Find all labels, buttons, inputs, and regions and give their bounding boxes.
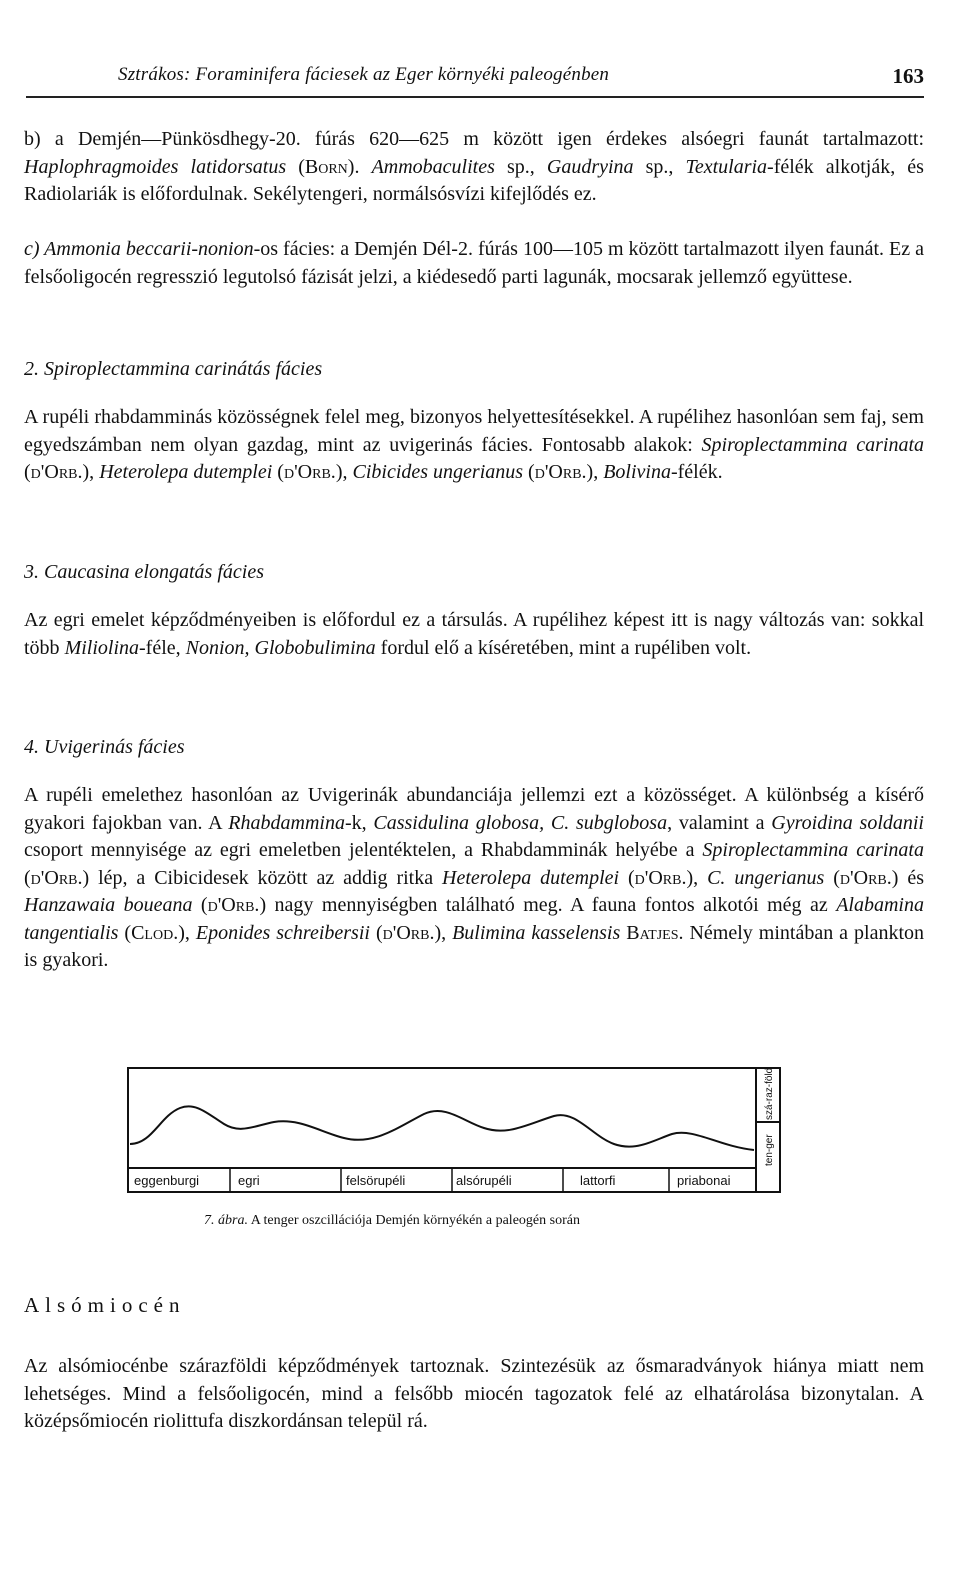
section-4-text: A rupéli emelethez hasonlóan az Uvigerinák abundanciája jellemzi ezt a közösséget. A különbség a kísérő gyakori fajokban van. A Rhabdammina-k, Cassidulina globosa, C. subglobosa, valamint a Gyroidina soldanii csoport mennyisége az egri emeletben jelentéktelen, a Rhabdamminák helyébe a Spiroplectammina carinata (d'Orb.) lép, a Cibicidesek között az addig ritka Heterolepa dutemplei (d'Orb.), C. ungerianus (d'Orb.) és Hanzawaia boueana (d'Orb.) nagy mennyiségben található meg. A fauna fontos alkotói még az Alabamina tangentialis (Clod.), Eponides schreibersii (d'Orb.), Bulimina kasselensis Batjes. Némely mintában a plankton is gyakori. [24,784,925,971]
sea-level-curve [130,1106,754,1150]
section-2-heading: 2. Spiroplectammina carinátás fácies [24,358,323,380]
stage-label-lattorfi: lattorfi [580,1173,616,1188]
side-label-szarazfold: szá-raz-föld [764,1067,775,1120]
section-4-heading: 4. Uvigerinás fácies [24,736,185,758]
running-title: Sztrákos: Foraminifera fáciesek az Eger környéki paleogénben [118,64,610,85]
section-2-text: A rupéli rhabdamminás közösségnek felel meg, bizonyos helyettesítésekkel. A rupélihez hasonlóan sem faj, sem egyedszámban nem olyan gazdag, mint az uvigerinás fácies. Fontosabb alakok: Spiroplectammina carinata (d'Orb.), Heterolepa dutemplei (d'Orb.), Cibicides ungerianus (d'Orb.), Bolivina-félék. [24,406,925,483]
page-number: 163 [892,64,924,88]
figure-caption [204,1213,580,1229]
oscillation-figure [124,1066,784,1196]
paragraph-b: b) a Demjén—Pünkösdhegy-20. fúrás 620—625 m között igen érdekes alsóegri faunát tartalmazott: Haplophragmoides latidorsatus (Born). Ammobaculites sp., Gaudryina sp., Textularia-félék alkotják, és Radiolariák is előfordulnak. Sekélytengeri, normálsósvízi kifejlődés ez. [24,128,924,205]
alsomiocen-text: Az alsómiocénbe szárazföldi képződmények tartoznak. Szintezésük az ősmaradványok hiánya miatt nem lehetséges. Mind a felsőoligocén, mind a felsőbb miocén tagozatok felé az elhatárolása bizonytalan. A középsőmiocén riolittufa diszkordánsan települ rá. [24,1355,924,1432]
stage-label-alsorupeli: alsórupéli [456,1173,512,1188]
section-3-heading: 3. Caucasina elongatás fácies [24,561,264,583]
stage-label-eggenburgi: eggenburgi [134,1173,200,1188]
side-label-tenger: ten-ger [764,1134,775,1166]
stage-label-felsorupeli: felsörupéli [346,1173,406,1188]
stage-label-priabonai: priabonai [677,1173,731,1188]
alsomiocen-title: Alsómiocén [24,1293,186,1317]
figure-number: 7. ábra. [204,1213,248,1228]
figure-caption-text: A tenger oszcillációja Demjén környékén a paleogén során [250,1213,580,1228]
header-rule [26,96,924,98]
section-3-text: Az egri emelet képződményeiben is előfordul ez a társulás. A rupélihez képest itt is nagy változás van: sokkal több Miliolina-féle, Nonion, Globobulimina fordul elő a kíséretében, mint a rupéliben volt. [24,609,924,659]
running-header [118,62,924,92]
paragraph-c: c) Ammonia beccarii-nonion-os fácies: a Demjén Dél-2. fúrás 100—105 m között tartalmazott ilyen faunát. Ez a felsőoligocén regresszió legutolsó fázisát jelzi, a kiédesedő parti lagunák, mocsarak jellemző együttese. [24,238,924,288]
stage-label-egri: egri [238,1173,260,1188]
